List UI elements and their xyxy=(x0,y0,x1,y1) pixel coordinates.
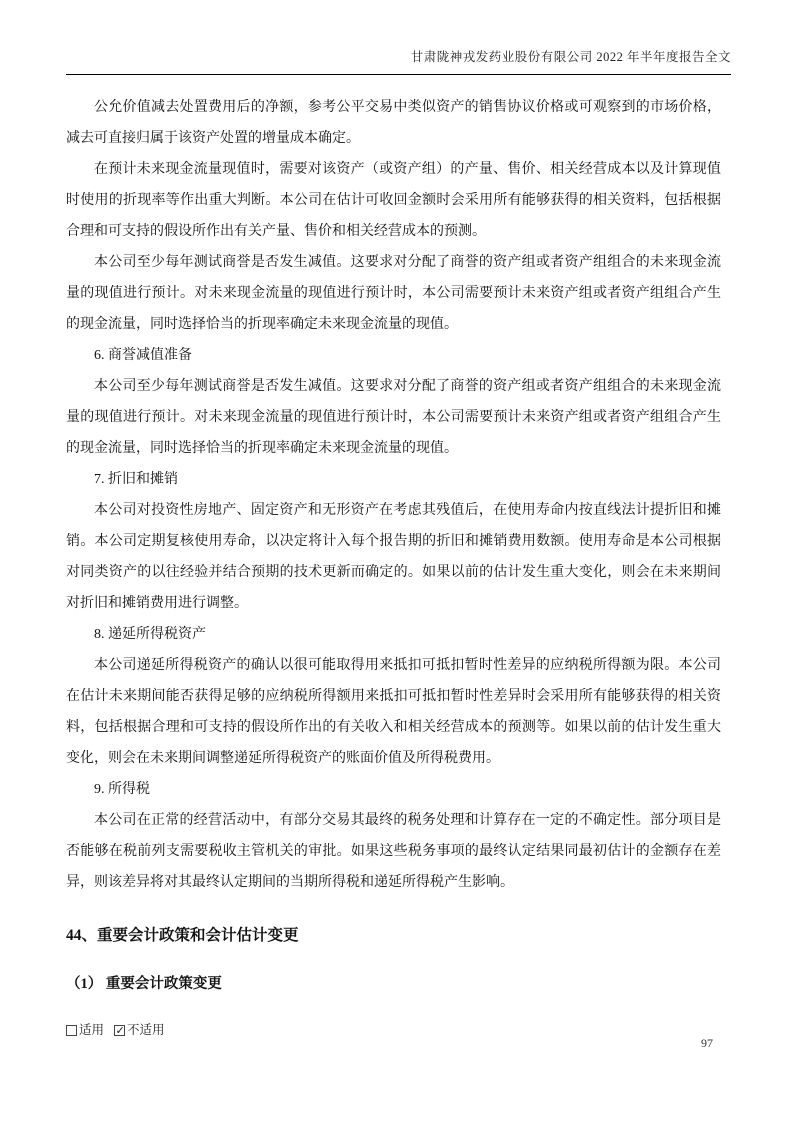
not-applicable-option xyxy=(114,1022,165,1038)
page-number: 97 xyxy=(701,1036,713,1050)
paragraph: 公允价值减去处置费用后的净额，参考公平交易中类似资产的销售协议价格或可观察到的市场价格，减去可直接归属于该资产处置的增量成本确定。 xyxy=(66,100,721,146)
paragraph: 本公司至少每年测试商誉是否发生减值。这要求对分配了商誉的资产组或者资产组组合的未来现金流量的现值进行预计。对未来现金流量的现值进行预计时，本公司需要预计未来资产组或者资产组组合产生的现金流量，同时选择恰当的折现率确定未来现金流量的现值。 xyxy=(66,255,721,332)
paragraph: 在预计未来现金流量现值时，需要对该资产（或资产组）的产量、售价、相关经营成本以及计算现值时使用的折现率等作出重大判断。本公司在估计可收回金额时会采用所有能够获得的相关资料，包括根据合理和可支持的假设所作出有关产量、售价和相关经营成本的预测。 xyxy=(66,162,721,239)
not-applicable-label: 不适用 xyxy=(127,1023,165,1037)
item-heading: 7. 折旧和摊销 xyxy=(94,472,178,487)
item-heading: 6. 商誉减值准备 xyxy=(94,348,192,363)
paragraph: 本公司对投资性房地产、固定资产和无形资产在考虑其残值后，在使用寿命内按直线法计提折旧和摊销。本公司定期复核使用寿命，以决定将计入每个报告期的折旧和摊销费用数额。使用寿命是本公司根据对同类资产的以往经验并结合预期的技术更新而确定的。如果以前的估计发生重大变化，则会在未来期间对折旧和摊销费用进行调整。 xyxy=(66,503,721,611)
applicable-label: 适用 xyxy=(79,1023,105,1037)
checkbox-applicable-box xyxy=(66,1025,77,1036)
section-heading-44: 44、重要会计政策和会计估计变更 xyxy=(66,927,299,944)
paragraph: 本公司至少每年测试商誉是否发生减值。这要求对分配了商誉的资产组或者资产组组合的未来现金流量的现值进行预计。对未来现金流量的现值进行预计时，本公司需要预计未来资产组或者资产组组合产生的现金流量，同时选择恰当的折现率确定未来现金流量的现值。 xyxy=(66,379,721,456)
item-heading: 9. 所得税 xyxy=(94,782,150,797)
applicable-option xyxy=(66,1022,104,1038)
subsection-heading-1: （1） 重要会计政策变更 xyxy=(66,976,222,992)
report-header-title: 甘肃陇神戎发药业股份有限公司 2022 年半年度报告全文 xyxy=(66,48,731,75)
item-heading: 8. 递延所得税资产 xyxy=(94,627,206,642)
checkbox-not-applicable-box xyxy=(114,1025,125,1036)
paragraph: 本公司在正常的经营活动中，有部分交易其最终的税务处理和计算存在一定的不确定性。部分项目是否能够在税前列支需要税收主管机关的审批。如果这些税务事项的最终认定结果同最初估计的金额存在差异，则该差异将对其最终认定期间的当期所得税和递延所得税产生影响。 xyxy=(66,813,721,890)
body-text xyxy=(66,92,721,898)
applicability-row xyxy=(66,1022,731,1038)
paragraph: 本公司递延所得税资产的确认以很可能取得用来抵扣可抵扣暂时性差异的应纳税所得额为限。本公司在估计未来期间能否获得足够的应纳税所得额用来抵扣可抵扣暂时性差异时会采用所有能够获得的相关资料，包括根据合理和可支持的假设所作出的有关收入和相关经营成本的预测等。如果以前的估计发生重大变化，则会在未来期间调整递延所得税资产的账面价值及所得税费用。 xyxy=(66,658,721,766)
